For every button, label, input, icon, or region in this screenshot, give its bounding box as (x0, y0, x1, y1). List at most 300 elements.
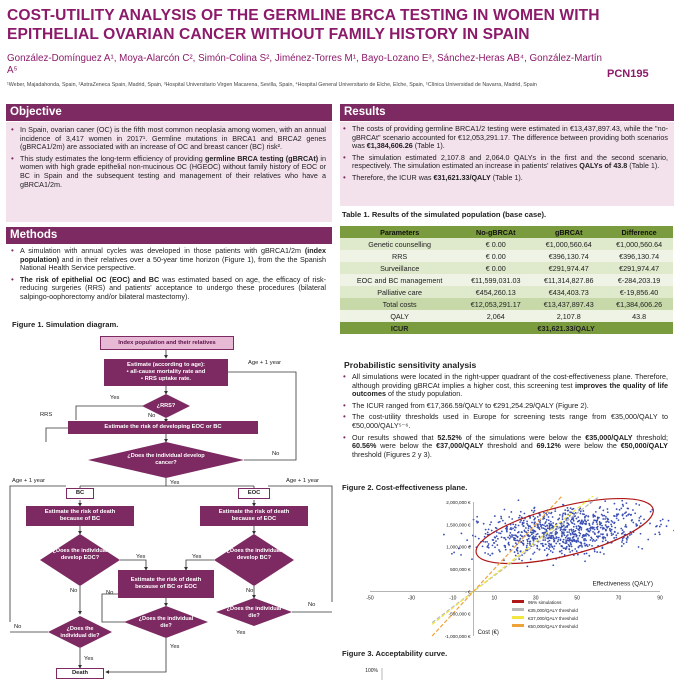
scatter-point (585, 521, 587, 523)
scatter-point (518, 558, 520, 560)
table-row (340, 286, 673, 298)
develop-bc-label: ¿Does the individual develop BC? (226, 548, 282, 561)
scatter-point (578, 520, 580, 522)
scatter-point (494, 537, 496, 539)
die-right-yes-label: Yes (236, 630, 246, 636)
estimate-age-item-1-text: all-cause mortality rate and (130, 369, 206, 376)
scatter-point (616, 513, 618, 515)
scatter-point (623, 543, 625, 545)
scatter-point (575, 536, 577, 538)
table-row-icur (340, 322, 673, 334)
scatter-point (508, 516, 510, 518)
scatter-point (484, 541, 486, 543)
scatter-point (570, 512, 572, 514)
scatter-point (546, 514, 548, 516)
scatter-point (627, 537, 629, 539)
legend-label: 95% simulations (528, 600, 562, 605)
scatter-point (635, 503, 637, 505)
risk-eoc-bc-box: Estimate the risk of developing EOC or BC (68, 421, 258, 434)
y-tick-label: 500,000 € (450, 567, 471, 572)
legend-swatch (512, 600, 524, 603)
scatter-point (525, 527, 527, 529)
psa-bullet-4: • Our results showed that 52.52% of the simulations were below the €35,000/QALY threshold; 60.56% were below the €37,000/QALY threshold and 69.12% were below the €50,000/QALY threshold (Figures 2 y 3). (342, 434, 668, 460)
scatter-point (526, 539, 528, 541)
scatter-point (622, 514, 624, 516)
scatter-point (607, 508, 609, 510)
results-bullet-3: • Therefore, the ICUR was €31,621.33/QALY (Table 1). (342, 174, 668, 183)
scatter-point (524, 530, 526, 532)
scatter-point (638, 546, 640, 548)
scatter-point (485, 529, 487, 531)
scatter-point (600, 527, 602, 529)
scatter-point (443, 534, 445, 536)
scatter-point (626, 502, 628, 504)
scatter-point (566, 526, 568, 528)
scatter-point (561, 531, 563, 533)
scatter-point (506, 531, 508, 533)
poster-title: COST-UTILITY ANALYSIS OF THE GERMLINE BRCA TESTING IN WOMEN WITH EPITHELIAL OVARIAN CANCER WITHOUT FAMILY HISTORY IN SPAIN (7, 7, 600, 43)
scatter-point (622, 539, 624, 541)
scatter-point (499, 551, 501, 553)
scatter-point (461, 533, 463, 535)
scatter-point (509, 532, 511, 534)
scatter-point (574, 540, 576, 542)
scatter-point (482, 545, 484, 547)
scatter-point (594, 549, 596, 551)
scatter-point (620, 507, 622, 509)
scatter-point (568, 544, 570, 546)
scatter-point (596, 551, 598, 553)
scatter-point (566, 546, 568, 548)
scatter-point (489, 554, 491, 556)
scatter-point (567, 537, 569, 539)
scatter-point (491, 553, 493, 555)
scatter-point (517, 536, 519, 538)
scatter-point (611, 526, 613, 528)
scatter-point (579, 526, 581, 528)
scatter-point (594, 540, 596, 542)
scatter-point (488, 543, 490, 545)
scatter-point (638, 517, 640, 519)
scatter-point (569, 551, 571, 553)
scatter-point (536, 548, 538, 550)
scatter-point (527, 524, 529, 526)
table-cell: RRS (340, 250, 459, 262)
scatter-point (524, 513, 526, 515)
scatter-point (613, 515, 615, 517)
scatter-point (641, 548, 643, 550)
table-row (340, 250, 673, 262)
die-left-yes-label: Yes (84, 656, 94, 662)
table-cell: €396,130.74 (605, 250, 673, 262)
develop-eoc-no-label: No (70, 588, 78, 594)
scatter-point (623, 518, 625, 520)
table-cell: € 0.00 (459, 262, 532, 274)
scatter-point (602, 518, 604, 520)
scatter-point (528, 538, 530, 540)
scatter-point (581, 546, 583, 548)
scatter-point (584, 553, 586, 555)
scatter-point (638, 504, 640, 506)
scatter-point (594, 515, 596, 517)
scatter-point (605, 521, 607, 523)
table-row (340, 262, 673, 274)
scatter-point (487, 553, 489, 555)
scatter-point (565, 537, 567, 539)
objective-heading: Objective (6, 104, 332, 121)
scatter-point (540, 543, 542, 545)
scatter-point (502, 520, 504, 522)
scatter-point (501, 530, 503, 532)
scatter-point (512, 523, 514, 525)
scatter-point (587, 516, 589, 518)
scatter-point (491, 530, 493, 532)
scatter-point (529, 541, 531, 543)
scatter-point (523, 522, 525, 524)
scatter-point (668, 520, 670, 522)
scatter-point (574, 515, 576, 517)
scatter-point (510, 511, 512, 513)
scatter-point (518, 517, 520, 519)
scatter-point (530, 558, 532, 560)
risk-death-bc-box: Estimate the risk of death because of BC (26, 506, 134, 526)
y-tick-label: 2,000,000 € (446, 500, 471, 505)
scatter-point (550, 550, 552, 552)
scatter-point (531, 522, 533, 524)
psa-bullet-2: • The ICUR ranged from €17,366.59/QALY to €291,254.29/QALY (Figure 2). (342, 402, 668, 411)
scatter-point (526, 520, 528, 522)
scatter-point (505, 539, 507, 541)
scatter-point (573, 526, 575, 528)
scatter-point (621, 541, 623, 543)
scatter-point (548, 516, 550, 518)
methods-text (6, 247, 332, 305)
scatter-point (599, 507, 601, 509)
legend-label: €50,000/QALY threshold (528, 624, 578, 629)
table-cell: Surveillance (340, 262, 459, 274)
scatter-point (547, 527, 549, 529)
scatter-point (514, 551, 516, 553)
scatter-point (451, 553, 453, 555)
scatter-point (542, 545, 544, 547)
scatter-point (528, 527, 530, 529)
scatter-point (622, 532, 624, 534)
rrs-decision-label: ¿RRS? (156, 403, 176, 409)
scatter-point (583, 513, 585, 515)
scatter-point (538, 527, 540, 529)
table-cell: 43.8 (605, 310, 673, 322)
scatter-point (562, 516, 564, 518)
scatter-point (640, 522, 642, 524)
scatter-point (620, 528, 622, 530)
scatter-point (564, 534, 566, 536)
scatter-point (585, 515, 587, 517)
scatter-point (602, 515, 604, 517)
scatter-point (592, 523, 594, 525)
scatter-point (518, 525, 520, 527)
scatter-point (602, 537, 604, 539)
scatter-point (544, 539, 546, 541)
affiliations: ¹Weber, Majadahonda, Spain, ²AstraZeneca Spain, Madrid, Spain, ³Hospital Universitario Virgen Macarena, Sevilla, Spain, ⁴Hospital General Universitario de Elche, Elche, Spain, ⁵Clínica Universidad de Navarra, Madrid, Spain (7, 82, 537, 88)
scatter-point (566, 522, 568, 524)
scatter-point (594, 551, 596, 553)
scatter-point (562, 514, 564, 516)
scatter-point (483, 523, 485, 525)
psa-bullet-3: • The cost-utility thresholds used in Europe for screening tests range from €35,000/QALY to €50,000/QALY⁵⁻⁶. (342, 413, 668, 430)
scatter-point (586, 529, 588, 531)
scatter-point (611, 532, 613, 534)
scatter-point (550, 536, 552, 538)
scatter-point (534, 507, 536, 509)
acceptability-curve (340, 662, 674, 680)
table-header-cell: gBRCAt (532, 226, 605, 238)
scatter-point (498, 532, 500, 534)
scatter-point (596, 520, 598, 522)
table-cell: Total costs (340, 298, 459, 310)
scatter-point (660, 524, 662, 526)
estimate-age-box (104, 359, 228, 386)
scatter-point (570, 533, 572, 535)
scatter-point (560, 539, 562, 541)
scatter-point (518, 531, 520, 533)
scatter-point (572, 534, 574, 536)
scatter-point (523, 520, 525, 522)
results-bullet-1: • The costs of providing germline BRCA1/2 testing were estimated in €13,437,897.43, while the "no-gBRCAt" scenario accounted for €12,053,291.17. The difference between providing both scenarios was €1,384,606.26 (Table 1). (342, 125, 668, 151)
scatter-point (615, 537, 617, 539)
table-row (340, 238, 673, 250)
x-tick-label: -50 (366, 595, 374, 602)
authors: González-Domínguez A¹, Moya-Alarcón C², Simón-Colina S², Jiménez-Torres M¹, Bayo-Lozano E³, Sánchez-Heras AB⁴, González-Martín A⁵ (7, 53, 602, 76)
scatter-point (523, 544, 525, 546)
scatter-point (559, 514, 561, 516)
develop-cancer-no-label: No (272, 451, 280, 457)
scatter-point (555, 543, 557, 545)
scatter-point (566, 542, 568, 544)
scatter-point (606, 533, 608, 535)
scatter-point (520, 550, 522, 552)
scatter-point (602, 509, 604, 511)
methods-heading: Methods (6, 227, 332, 244)
scatter-point (567, 540, 569, 542)
scatter-point (632, 522, 634, 524)
scatter-point (576, 518, 578, 520)
scatter-point (631, 519, 633, 521)
scatter-point (536, 545, 538, 547)
scatter-point (530, 531, 532, 533)
scatter-point (556, 537, 558, 539)
scatter-point (630, 514, 632, 516)
scatter-point (500, 533, 502, 535)
scatter-point (616, 515, 618, 517)
table-header-cell: Parameters (340, 226, 459, 238)
scatter-point (616, 508, 618, 510)
scatter-point (517, 547, 519, 549)
scatter-point (487, 545, 489, 547)
scatter-point (509, 538, 511, 540)
scatter-point (550, 521, 552, 523)
x-tick-label: 70 (615, 595, 622, 602)
scatter-point (604, 537, 606, 539)
scatter-point (499, 521, 501, 523)
legend-label: €37,000/QALY threshold (528, 616, 578, 621)
scatter-point (553, 537, 555, 539)
scatter-point (613, 522, 615, 524)
scatter-point (640, 515, 642, 517)
scatter-point (589, 544, 591, 546)
scatter-point (533, 519, 535, 521)
scatter-point (627, 514, 629, 516)
scatter-point (548, 519, 550, 521)
psa-heading: Probabilistic sensitivity analysis (344, 360, 477, 370)
scatter-point (552, 516, 554, 518)
scatter-point (562, 529, 564, 531)
scatter-point (609, 528, 611, 530)
estimate-age-title: Estimate (according to age): (127, 362, 205, 369)
x-axis-title: Effectiveness (QALY) (592, 580, 653, 588)
risk-death-bc-eoc-box: Estimate the risk of death because of BC or EOC (118, 570, 214, 598)
scatter-point (614, 527, 616, 529)
scatter-point (535, 536, 537, 538)
scatter-point (564, 509, 566, 511)
scatter-point (507, 536, 509, 538)
scatter-point (562, 504, 564, 506)
scatter-point (569, 529, 571, 531)
rrs-yes-label: Yes (110, 395, 120, 401)
scatter-point (572, 529, 574, 531)
scatter-point (631, 533, 633, 535)
scatter-point (578, 525, 580, 527)
scatter-point (592, 531, 594, 533)
table-header-row (340, 226, 673, 238)
scatter-point (575, 525, 577, 527)
scatter-point (486, 541, 488, 543)
scatter-point (514, 529, 516, 531)
scatter-point (579, 523, 581, 525)
scatter-point (496, 544, 498, 546)
scatter-point (576, 527, 578, 529)
scatter-point (596, 523, 598, 525)
scatter-point (526, 545, 528, 547)
table-cell: QALY (340, 310, 459, 322)
scatter-point (580, 513, 582, 515)
scatter-point (578, 509, 580, 511)
scatter-point (548, 545, 550, 547)
scatter-point (574, 523, 576, 525)
scatter-point (551, 512, 553, 514)
scatter-point (515, 555, 517, 557)
scatter-point (539, 522, 541, 524)
scatter-point (573, 508, 575, 510)
scatter-point (560, 528, 562, 530)
scatter-point (511, 518, 513, 520)
poster-code: PCN195 (607, 68, 649, 80)
scatter-point (534, 510, 536, 512)
scatter-point (526, 565, 528, 567)
scatter-point (484, 552, 486, 554)
develop-cancer-yes-label: Yes (170, 480, 180, 486)
scatter-point (654, 533, 656, 535)
figure2-caption: Figure 2. Cost-effectiveness plane. (342, 483, 468, 492)
scatter-point (498, 549, 500, 551)
scatter-point (574, 533, 576, 535)
scatter-point (519, 521, 521, 523)
y-tick-label: - € (465, 589, 471, 595)
scatter-point (562, 526, 564, 528)
scatter-point (650, 511, 652, 513)
scatter-point (516, 549, 518, 551)
develop-bc-yes-label: Yes (192, 554, 202, 560)
scatter-point (582, 510, 584, 512)
scatter-point (546, 519, 548, 521)
rrs-label: RRS (40, 412, 53, 418)
scatter-point (614, 503, 616, 505)
table-cell: 2,064 (459, 310, 532, 322)
table-cell: €-19,856.40 (605, 286, 673, 298)
scatter-point (604, 500, 606, 502)
y-axis-title: Cost (€) (477, 629, 499, 636)
scatter-point (563, 539, 565, 541)
scatter-point (605, 530, 607, 532)
scatter-point (528, 536, 530, 538)
scatter-point (578, 547, 580, 549)
scatter-point (517, 552, 519, 554)
table-cell: €291,974.47 (605, 262, 673, 274)
scatter-point (568, 545, 570, 547)
die-right-label: ¿Does the individual die? (226, 606, 282, 619)
table1-caption: Table 1. Results of the simulated population (base case). (342, 210, 547, 219)
scatter-point (577, 539, 579, 541)
scatter-point (532, 515, 534, 517)
scatter-point (517, 539, 519, 541)
scatter-point (579, 508, 581, 510)
scatter-point (534, 517, 536, 519)
table-cell: €11,314,827.86 (532, 274, 605, 286)
index-population-box: Index population and their relatives (100, 336, 234, 350)
scatter-point (568, 524, 570, 526)
eoc-box: EOC (238, 488, 270, 499)
table-cell: EOC and BC management (340, 274, 459, 286)
scatter-point (594, 533, 596, 535)
psa-text (340, 373, 674, 462)
scatter-point (600, 533, 602, 535)
scatter-point (561, 553, 563, 555)
scatter-point (531, 533, 533, 535)
scatter-point (603, 553, 605, 555)
legend-swatch (512, 624, 524, 627)
scatter-point (602, 527, 604, 529)
scatter-point (622, 529, 624, 531)
scatter-point (521, 541, 523, 543)
scatter-point (640, 533, 642, 535)
age-plus-1-label-right: Age + 1 year (286, 478, 320, 484)
scatter-point (545, 543, 547, 545)
scatter-point (556, 533, 558, 535)
poster-header (0, 0, 681, 100)
scatter-point (537, 533, 539, 535)
table-row-qaly (340, 310, 673, 322)
loop-no-label: No (106, 590, 114, 596)
scatter-point (568, 531, 570, 533)
table-cell: €454,260.13 (459, 286, 532, 298)
scatter-point (471, 558, 473, 560)
scatter-point (551, 545, 553, 547)
scatter-point (532, 536, 534, 538)
scatter-point (574, 548, 576, 550)
scatter-point (541, 525, 543, 527)
scatter-point (492, 539, 494, 541)
scatter-point (520, 511, 522, 513)
scatter-point (604, 518, 606, 520)
